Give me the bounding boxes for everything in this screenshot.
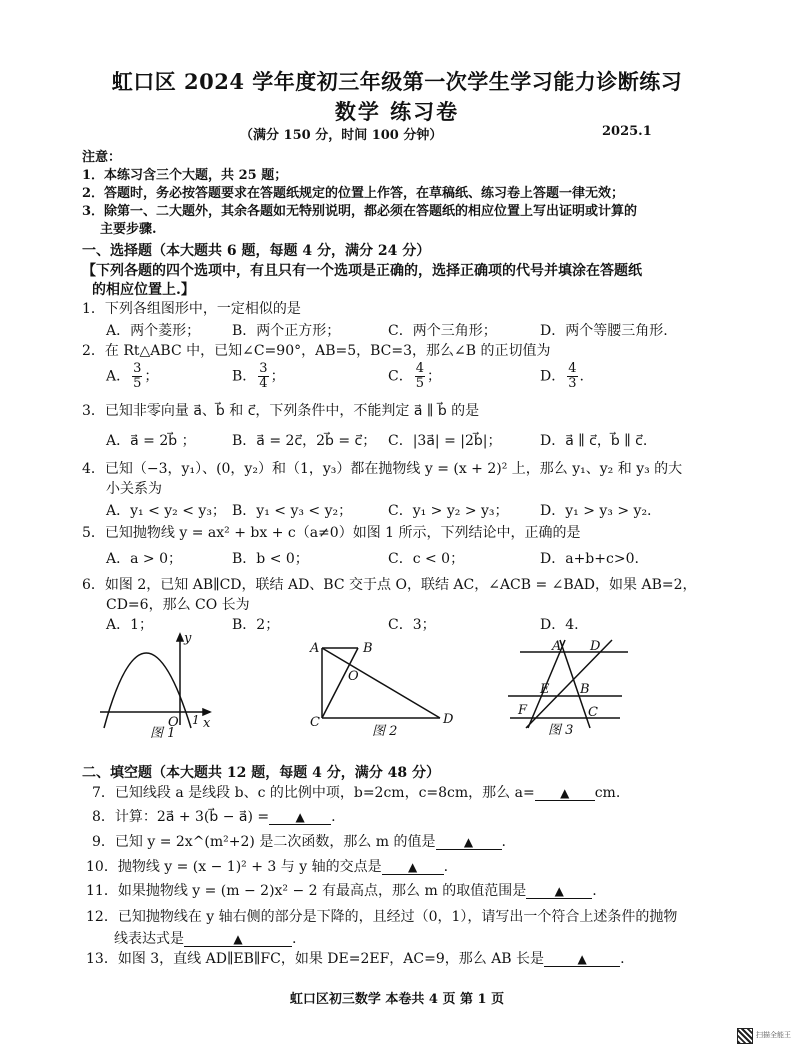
option-c: C． $\frac{4}{5}$ ；	[388, 361, 441, 391]
note-item: 3．除第一、二大题外，其余各题如无特别说明，都必须在答题纸的相应位置上写出证明或计算的	[82, 204, 638, 219]
note-item: 1．本练习含三个大题，共 25 题；	[82, 168, 288, 183]
fig1-one-label: 1	[192, 713, 200, 727]
fig2-caption: 图 2	[372, 724, 398, 739]
answer-blank: ▲	[544, 952, 620, 967]
option-b: B．两个正方形；	[232, 323, 341, 339]
question-stem: 5．已知抛物线 y = ax² + bx + c（a≠0）如图 1 所示，下列结论中，正确的是	[82, 525, 581, 541]
question-stem: 4．已知（−3，y₁）、(0，y₂）和（1，y₃）都在抛物线 y = (x + 2)² 上，那么 y₁、y₂ 和 y₃ 的大	[82, 461, 683, 477]
fig3-label-c: C	[588, 705, 598, 720]
question-stem: 小关系为	[106, 481, 162, 497]
fig3-label-a: A	[552, 639, 562, 654]
fill-question: 线表达式是 ▲ .	[114, 931, 297, 947]
option-b: B． $\frac{3}{4}$ ；	[232, 361, 285, 391]
fraction: $\frac{4}{3}$	[568, 361, 577, 391]
option-c: C．两个三角形；	[388, 323, 497, 339]
fraction: $\frac{3}{4}$	[259, 361, 268, 391]
option-d: D．a+b+c>0.	[540, 551, 639, 567]
option-b: B．y₁ < y₃ < y₂；	[232, 503, 353, 519]
fig2-label-a: A	[310, 641, 320, 656]
option-a: A．两个菱形；	[106, 323, 201, 339]
figure-3	[508, 639, 628, 738]
question-stem: 2．在 Rt△ABC 中，已知∠C=90°，AB=5，BC=3，那么∠B 的正切值为	[82, 343, 551, 359]
y-axis-arrow	[177, 634, 183, 641]
qr-code-icon	[737, 1028, 753, 1044]
fill-question: 7．已知线段 a 是线段 b、c 的比例中项，b=2cm，c=8cm，那么 a= ▲ cm.	[92, 785, 621, 801]
question-stem: 1．下列各组图形中，一定相似的是	[82, 301, 301, 317]
answer-blank: ▲	[436, 835, 502, 850]
option-label: C．	[388, 368, 413, 385]
title-line-2: 数学 练习卷	[334, 99, 460, 124]
option-d: D．y₁ > y₃ > y₂.	[540, 503, 652, 519]
fig1-origin-label: O	[168, 715, 179, 730]
figure-2	[309, 641, 454, 739]
fraction: $\frac{3}{5}$	[133, 361, 142, 391]
option-c: C．c < 0；	[388, 551, 465, 567]
x-axis-arrow	[203, 709, 210, 715]
fig1-caption: 图 1	[150, 726, 176, 741]
question-stem: 3．已知非零向量 a⃗、b⃗ 和 c⃗，下列条件中，不能判定 a⃗ ∥ b⃗ 的是	[82, 403, 480, 419]
subtitle: （满分 150 分，时间 100 分钟）	[240, 128, 443, 143]
option-a: A． $\frac{3}{5}$ ；	[106, 361, 159, 391]
option-a: A．y₁ < y₂ < y₃；	[106, 503, 226, 519]
fill-question: 13．如图 3，直线 AD∥EB∥FC，如果 DE=2EF，AC=9，那么 AB 长是 ▲ .	[86, 951, 625, 967]
option-d: D．a⃗ ∥ c⃗，b⃗ ∥ c⃗.	[540, 433, 648, 449]
page-footer: 虹口区初三数学 本卷共 4 页 第 1 页	[289, 992, 505, 1007]
option-label: D．	[540, 368, 566, 385]
fill-question: 11．如果抛物线 y = (m − 2)x² − 2 有最高点，那么 m 的取值范围是 ▲ .	[86, 883, 597, 899]
option-c: C．y₁ > y₂ > y₃；	[388, 503, 509, 519]
option-c: C．3；	[388, 617, 436, 633]
figure-1	[100, 631, 211, 741]
title-line-1: 虹口区 2024 学年度初三年级第一次学生学习能力诊断练习	[111, 69, 683, 94]
option-d: D．4.	[540, 617, 579, 633]
option-a: A．a > 0；	[106, 551, 182, 567]
note-item: 主要步骤.	[100, 222, 157, 237]
fill-question: 9．已知 y = 2x^(m²+2) 是二次函数，那么 m 的值是 ▲ .	[92, 834, 506, 850]
option-label: B．	[232, 368, 257, 385]
option-d: D． $\frac{4}{3}$ .	[540, 361, 584, 391]
answer-blank: ▲	[382, 860, 444, 875]
answer-blank: ▲	[526, 884, 592, 899]
answer-blank: ▲	[535, 786, 595, 801]
option-d: D．两个等腰三角形.	[540, 323, 668, 339]
exam-date: 2025.1	[602, 124, 652, 139]
fig3-label-f: F	[518, 703, 528, 718]
fig1-y-label: y	[184, 631, 192, 646]
answer-blank: ▲	[184, 932, 292, 947]
question-stem: 6．如图 2，已知 AB∥CD，联结 AD、BC 交于点 O，联结 AC，∠ACB = ∠BAD，如果 AB=2，	[82, 577, 697, 593]
section2-heading: 二、填空题（本大题共 12 题，每题 4 分，满分 48 分）	[82, 765, 440, 781]
option-c: C．|3a⃗| = |2b⃗|；	[388, 433, 502, 449]
option-a: A．a⃗ = 2b⃗ ；	[106, 433, 196, 449]
section1-heading: 一、选择题（本大题共 6 题，每题 4 分，满分 24 分）	[82, 243, 431, 259]
notes-heading: 注意：	[82, 150, 122, 165]
fig1-x-label: x	[203, 716, 211, 731]
fill-question: 8．计算：2a⃗ + 3(b⃗ − a⃗) = ▲ .	[92, 809, 336, 825]
fig3-label-e: E	[540, 682, 550, 697]
option-b: B．b < 0；	[232, 551, 309, 567]
option-b: B．a⃗ = 2c⃗，2b⃗ = c⃗；	[232, 433, 377, 449]
fraction: $\frac{4}{5}$	[415, 361, 424, 391]
fill-question: 10．抛物线 y = (x − 1)² + 3 与 y 轴的交点是 ▲ .	[86, 859, 449, 875]
section1-instruction: 【下列各题的四个选项中，有且只有一个选项是正确的，选择正确项的代号并填涂在答题纸	[82, 263, 642, 279]
fig2-label-b: B	[363, 641, 373, 656]
fig3-label-d: D	[590, 639, 601, 654]
question-stem: CD=6，那么 CO 长为	[106, 597, 250, 613]
fill-question-line: 12．已知抛物线在 y 轴右侧的部分是下降的，且经过（0，1），请写出一个符合上述条件的抛物	[86, 909, 678, 925]
option-label: A．	[106, 368, 131, 385]
option-b: B．2；	[232, 617, 280, 633]
fig3-label-b: B	[580, 682, 590, 697]
scanner-stamp: 扫描全能王	[756, 1031, 791, 1039]
fig2-label-c: C	[310, 715, 320, 730]
fig2-label-d: D	[443, 712, 454, 727]
fig2-label-o: O	[348, 669, 359, 684]
note-item: 2．答题时，务必按答题要求在答题纸规定的位置上作答，在草稿纸、练习卷上答题一律无效；	[82, 186, 625, 201]
answer-blank: ▲	[269, 810, 331, 825]
fig3-caption: 图 3	[548, 723, 574, 738]
section1-instruction: 的相应位置上.】	[92, 282, 195, 298]
option-a: A．1；	[106, 617, 154, 633]
